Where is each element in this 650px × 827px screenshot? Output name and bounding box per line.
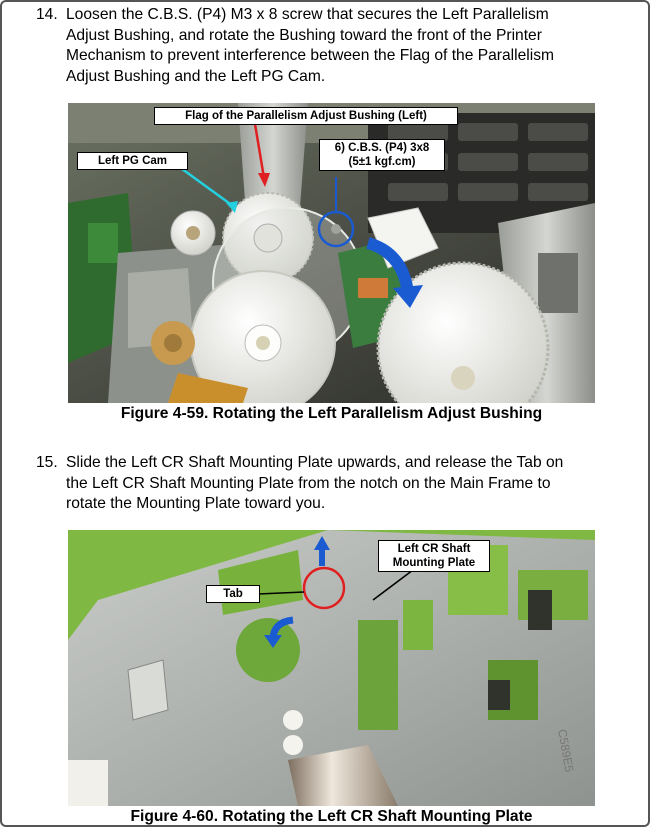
callout-cr-shaft-plate: Left CR Shaft Mounting Plate <box>378 540 490 572</box>
step-number: 15. <box>36 454 58 471</box>
step-15 <box>36 453 636 515</box>
callout-tab: Tab <box>206 585 260 603</box>
part-marking: C589E5 <box>555 728 577 774</box>
figure-4-59-photo <box>68 103 595 403</box>
callout-left-pg-cam: Left PG Cam <box>77 152 188 170</box>
step-text: Slide the Left CR Shaft Mounting Plate upwards, and release the Tab on the Left CR Shaft Mounting Plate from the notch on the Main Frame to rotate the Mounting Plate toward you. <box>66 454 564 512</box>
figure-4-60-photo <box>68 530 595 806</box>
figure-4-60-caption: Figure 4-60. Rotating the Left CR Shaft Mounting Plate <box>130 808 533 825</box>
step-14 <box>36 5 636 89</box>
figure-4-59-caption: Figure 4-59. Rotating the Left Parallelism Adjust Bushing <box>120 405 543 422</box>
callout-screw: 6) C.B.S. (P4) 3x8 (5±1 kgf.cm) <box>319 139 445 171</box>
cr-shaft-plate-illustration <box>68 530 595 806</box>
step-text: Loosen the C.B.S. (P4) M3 x 8 screw that secures the Left Parallelism Adjust Bushing, and rotate the Bushing toward the front of the Printer Mechanism to prevent interference between the Flag of the Parallelism Adjust Bushing and the Left PG Cam. <box>66 6 554 85</box>
step-number: 14. <box>36 6 58 23</box>
callout-flag: Flag of the Parallelism Adjust Bushing (Left) <box>154 107 458 125</box>
